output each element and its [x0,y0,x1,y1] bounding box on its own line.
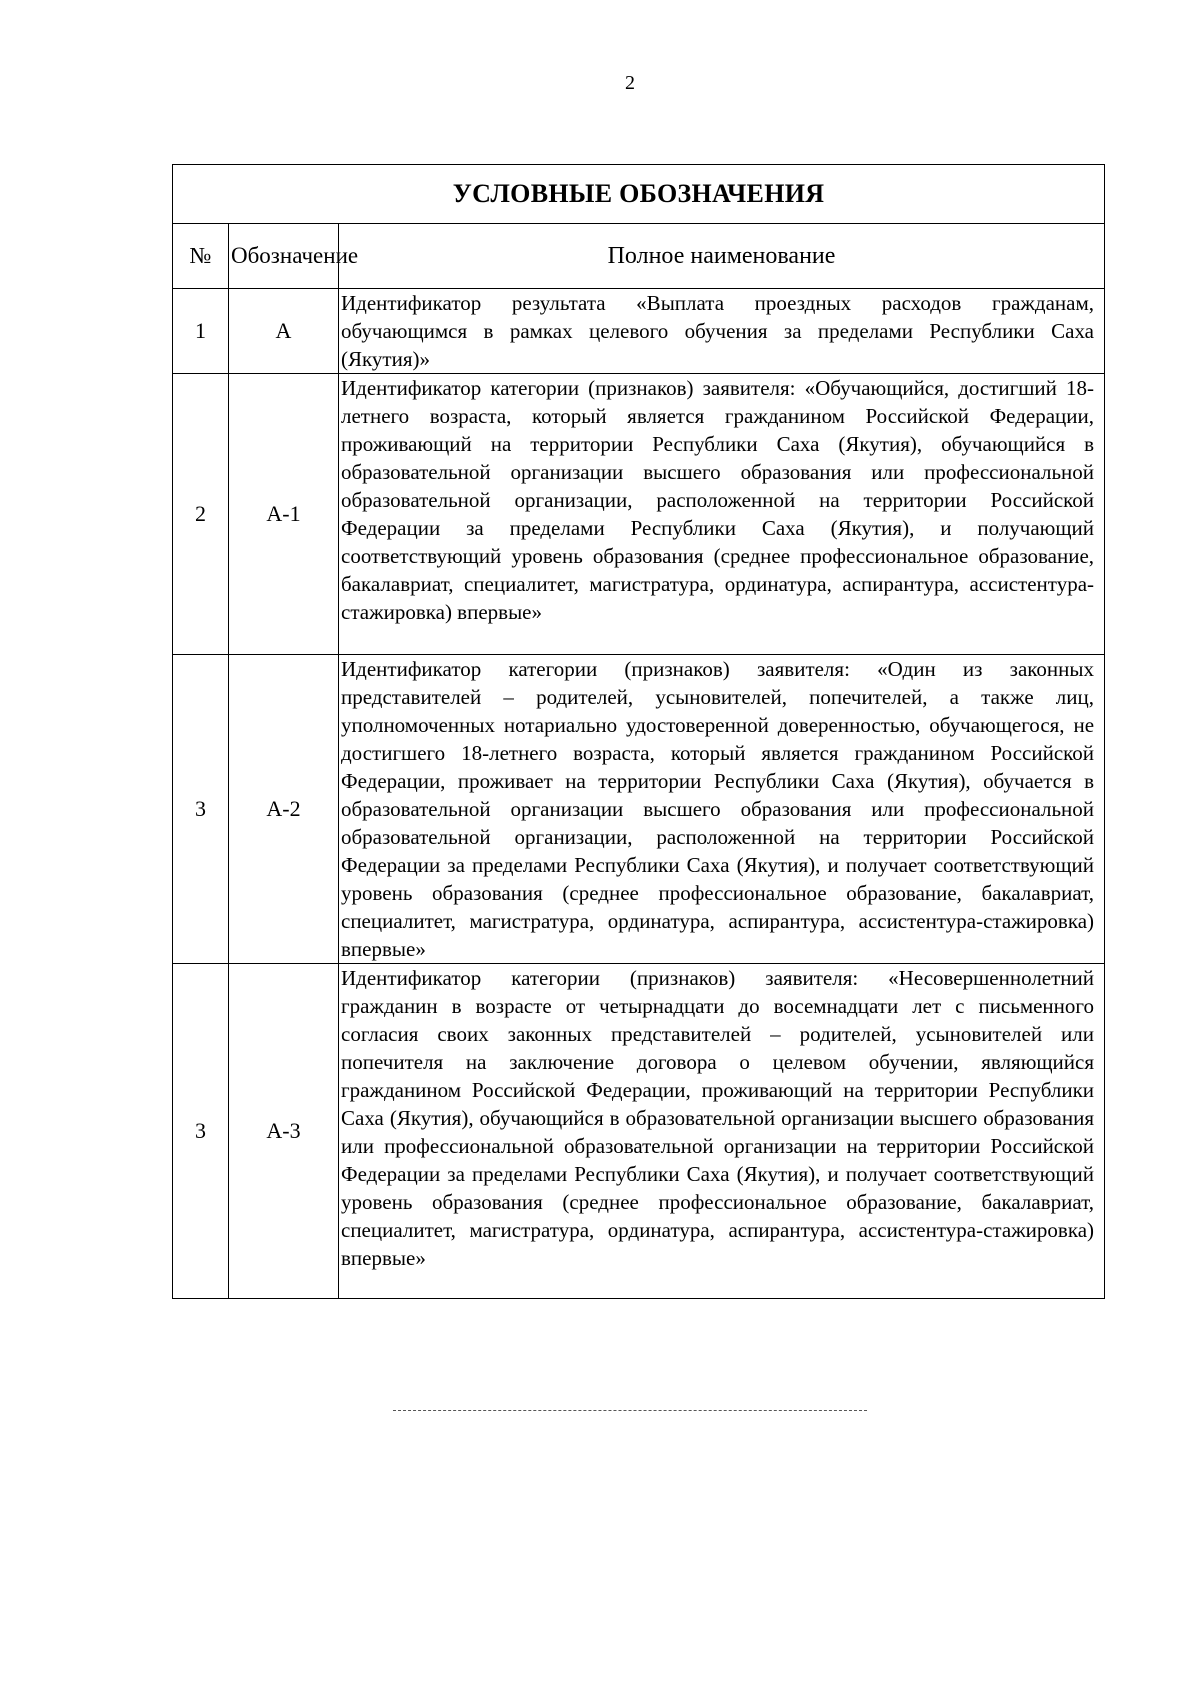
header-number: № [173,224,229,289]
footer-divider [393,1410,867,1411]
row-code: А-1 [229,374,339,655]
row-number: 3 [173,964,229,1299]
row-number: 2 [173,374,229,655]
row-description: Идентификатор результата «Выплата проездных расходов гражданам, обучающимся в рамках целевого обучения за пределами Республики Саха (Якутия)» [339,289,1105,374]
table-row [173,289,1105,374]
row-number: 3 [173,655,229,964]
legend-table [172,164,1105,1299]
row-description: Идентификатор категории (признаков) заявителя: «Несовершеннолетний гражданин в возрасте от четырнадцати до восемнадцати лет с письменного согласия своих законных представителей – родителей, усыновителей или попечителя на заключение договора о целевом обучении, являющийся гражданином Российской Федерации, проживающий на территории Республики Саха (Якутия), обучающийся в образовательной организации высшего образования или профессиональной образовательной организации на территории Российской Федерации за пределами Республики Саха (Якутия), и получает соответствующий уровень образования (среднее профессиональное образование, бакалавриат, специалитет, магистратура, ординатура, аспирантура, ассистентура-стажировка) впервые» [339,964,1105,1299]
table-title-row [173,165,1105,224]
row-number: 1 [173,289,229,374]
header-code: Обозначение [229,224,339,289]
table-row [173,374,1105,655]
table-header-row [173,224,1105,289]
row-code: А [229,289,339,374]
table-title: УСЛОВНЫЕ ОБОЗНАЧЕНИЯ [173,165,1105,224]
header-full-name: Полное наименование [339,224,1105,289]
row-description: Идентификатор категории (признаков) заявителя: «Обучающийся, достигший 18-летнего возраста, который является гражданином Российской Федерации, проживающий на территории Республики Саха (Якутия), обучающийся в образовательной организации высшего образования или профессиональной образовательной организации, расположенной на территории Российской Федерации за пределами Республики Саха (Якутия), и получающий соответствующий уровень образования (среднее профессиональное образование, бакалавриат, специалитет, магистратура, ординатура, аспирантура, ассистентура-стажировка) впервые» [339,374,1105,655]
table-row [173,655,1105,964]
table-row [173,964,1105,1299]
page-number: 2 [625,72,635,94]
row-description: Идентификатор категории (признаков) заявителя: «Один из законных представителей – родителей, усыновителей, попечителей, а также лиц, уполномоченных нотариально удостоверенной доверенностью, обучающегося, не достигшего 18-летнего возраста, который является гражданином Российской Федерации, проживает на территории Республики Саха (Якутия), обучается в образовательной организации высшего образования или профессиональной образовательной организации, расположенной на территории Российской Федерации за пределами Республики Саха (Якутия), и получает соответствующий уровень образования (среднее профессиональное образование, бакалавриат, специалитет, магистратура, ординатура, аспирантура, ассистентура-стажировка) впервые» [339,655,1105,964]
row-code: А-2 [229,655,339,964]
row-code: А-3 [229,964,339,1299]
